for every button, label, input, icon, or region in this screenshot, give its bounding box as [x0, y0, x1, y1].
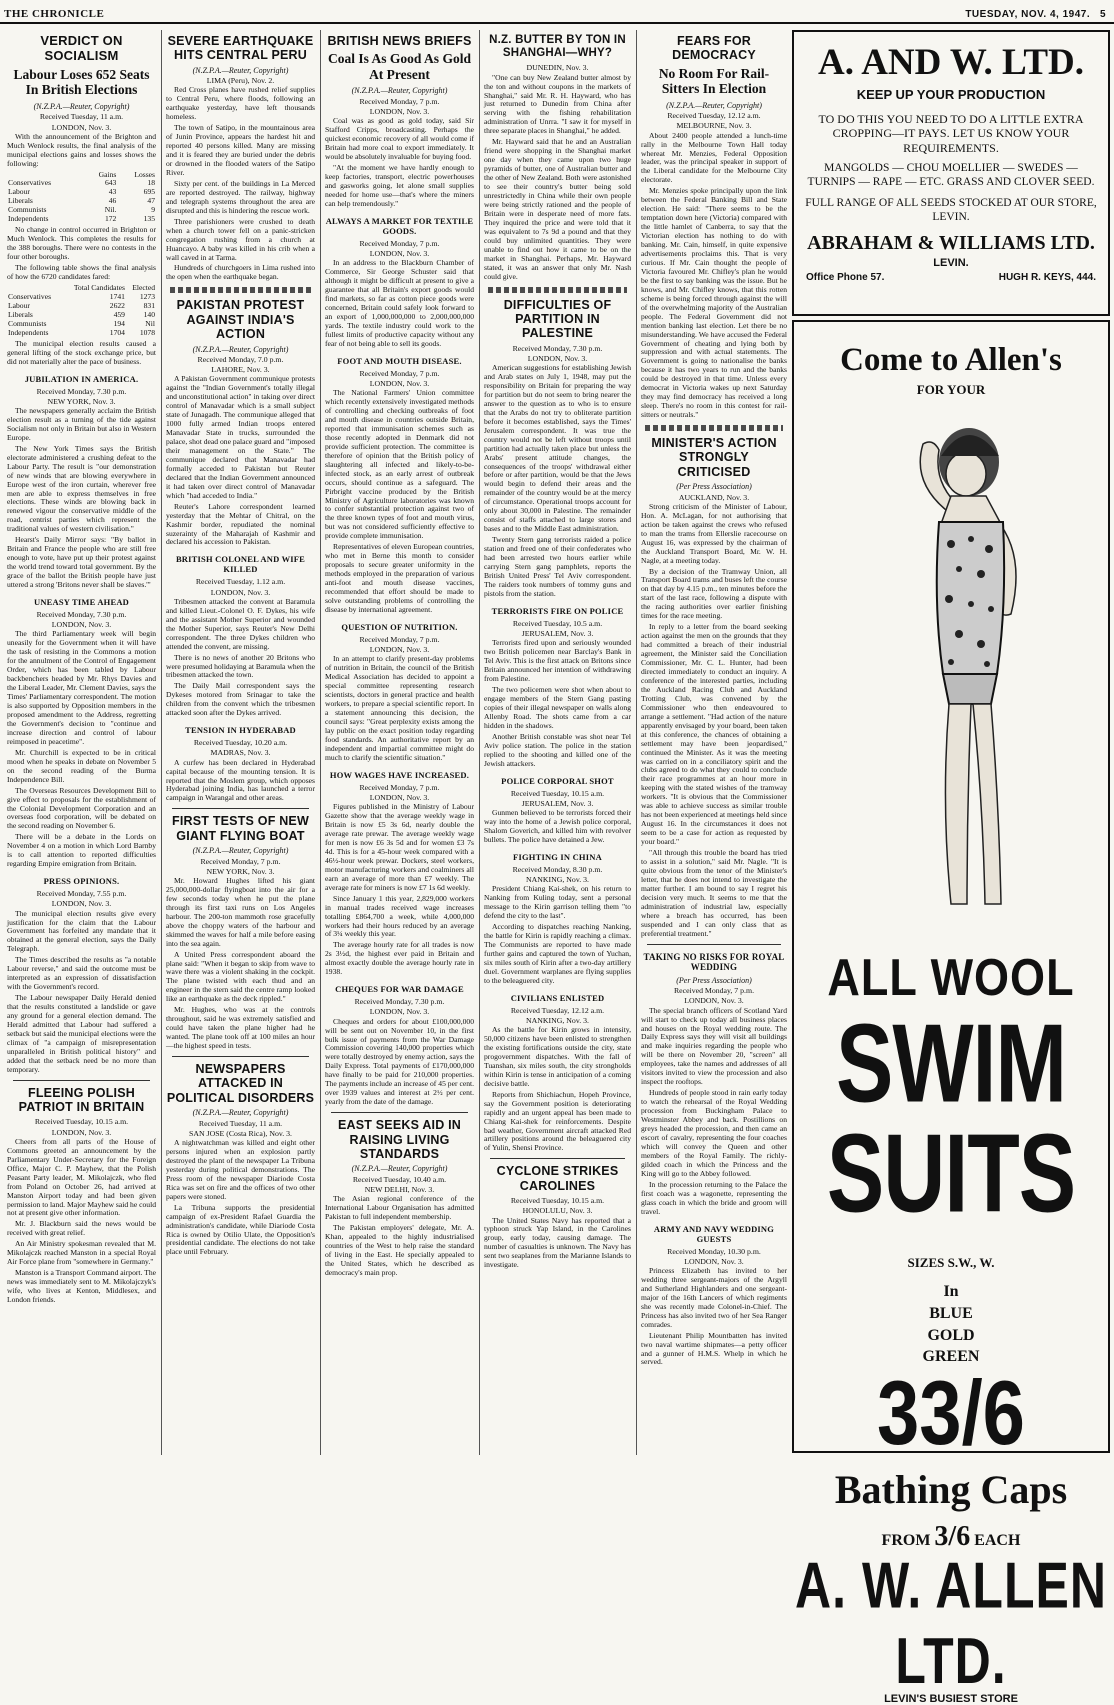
dateline: SAN JOSE (Costa Rica), Nov. 3.	[188, 1128, 292, 1138]
ornamental-divider	[488, 287, 627, 293]
headline-cyclone-carolines: CYCLONE STRIKES CAROLINES	[496, 1164, 619, 1193]
divider	[490, 1158, 625, 1159]
dateline: LONDON, Nov. 3.	[51, 1127, 112, 1137]
dateline: NANKING, Nov. 3.	[526, 874, 589, 884]
divider	[647, 944, 781, 945]
section-title: FOOT AND MOUTH DISEASE.	[337, 355, 462, 366]
dateline: LONDON, Nov. 3.	[369, 1007, 430, 1017]
dateline: LONDON, Nov. 3.	[51, 122, 112, 132]
credit: (N.Z.P.A.—Reuter, Copyright)	[351, 1164, 448, 1174]
headline-nz-butter: N.Z. BUTTER BY TON IN SHANGHAI—WHY?	[489, 34, 626, 60]
swimsuit-model-illustration	[801, 404, 1101, 924]
received-time: Received Monday, 7 p.m.	[359, 238, 440, 248]
paragraph: With the announcement of the Brighton and Much Wenlock results, the final analysis of the municipal elections gains and losses shows the following:	[7, 131, 156, 168]
ad-title: A. AND W. LTD.	[818, 42, 1084, 83]
subhead-labour-loses: Labour Loses 652 Seats In British Elections	[13, 66, 150, 98]
paragraph: A curfew has been declared in Hyderabad capital because of the mounting tension. It is reported that the Moslem group, which opposes Hyderabad joining India, has launched a terror campaign in Warangal and other areas.	[166, 757, 315, 803]
dateline: MADRAS, Nov. 3.	[210, 748, 271, 758]
column-rule	[479, 30, 480, 1455]
table-row: Liberals 46 47	[8, 196, 155, 206]
ad-title: Come to Allen's	[840, 342, 1062, 378]
column-1	[4, 30, 159, 1455]
paragraph: The Times described the results as "a notable Labour reverse," and said the outcome must be interpreted as an expression of dissatisfaction with the Government's record.	[7, 955, 156, 992]
received-time: Received Monday, 10.30 p.m.	[667, 1246, 761, 1256]
paragraph: "One can buy New Zealand butter almost by the ton and without coupons in the markets of Shanghai," said Mr. R. H. Hayward, who has just returned to Dunedin from China after serving with the fishing rehabilitation administration of Unrra. "I saw it for myself in three separate places in Shanghai," he added.	[484, 72, 631, 136]
headline-british-news-briefs: BRITISH NEWS BRIEFS	[327, 34, 472, 48]
ad-slogan: KEEP UP YOUR PRODUCTION	[856, 87, 1046, 102]
paragraph: The municipal election results give every justification for the claim that the Labour Government has forfeited any mandate that it obtained at the general election, says the Daily Telegraph.	[7, 908, 156, 954]
paragraph: Strong criticism of the Minister of Labour, Hon. A. McLagan, for not authorising that action be taken against the crews who refused to man the trams from Ellerslie racecourse on August 16, was expressed by the chairman of the Auckland Transport Board, Mr. W. H. Nagle, at a meeting today.	[641, 501, 787, 565]
headline-ministers-action: MINISTER'S ACTION STRONGLY CRITICISED	[651, 436, 777, 479]
dateline: LONDON, Nov. 3.	[684, 996, 744, 1006]
column-rule	[161, 30, 162, 1455]
paragraph: By a decision of the Tramway Union, all Transport Board trams and buses left the course on that day by 4.15 p.m., ten minutes before the start of the last race, following a dispute with the racing authorities over earlier finishing times for the race meeting.	[641, 566, 787, 621]
section-title: TENSION IN HYDERABAD	[185, 725, 296, 736]
paragraph: No change in control occurred in Brighton or Much Wenlock. This completes the results for the 388 boroughs. There were no contests in the four other boroughs.	[7, 225, 156, 262]
column-4	[481, 30, 634, 1455]
paragraph: A Pakistan Government communique protests against the "Indian Government's totally illegal and unconstitutional action" in taking over direct control of Manavadar which is a small subject state of Junagadh. The communique alleged that 1000 fully armed Indian troops entered Manavadar State in trucks, surrounded the palace, shot dead one palace guard and "imposed their management on the State." The communique declared that Manavadar had formally acceded to Pakistan but Reuter declared that the Indian Government announced it had taken over direct control of Manavadar which "had acceded to India."	[166, 374, 316, 500]
paragraph: Mr. J. Blackburn said the news would be received with great relief.	[7, 1219, 156, 1238]
paragraph: The Pakistan employers' delegate, Mr. A. Khan, appealed to the highly industrialised countries of the West to help raise the standard of living in the East. He specially appealed to the United States, which he described as democracy's main prop.	[325, 1222, 474, 1277]
ad-suits: SUITS	[826, 1111, 1076, 1236]
received-time: Received Monday, 7.30 p.m.	[36, 386, 127, 396]
paragraph: The average hourly rate for all trades is now 2s 3½d, the highest ever paid in Britain and almost exactly double the average hourly rate in 1938.	[325, 940, 474, 977]
credit: (N.Z.P.A.—Reuter, Copyright)	[192, 846, 289, 856]
dateline: LONDON, Nov. 3.	[369, 645, 430, 655]
received-time: Received Tuesday, 10.40 a.m.	[352, 1174, 447, 1184]
received-time: Received Tuesday, 10.20 a.m.	[193, 738, 288, 748]
credit: (Per Press Association)	[676, 975, 752, 985]
paragraph: There will be a debate in the Lords on November 4 on a motion in which Lord Barnby is to call attention to reported difficulties regarding Empire emigration from Britain.	[7, 832, 156, 869]
table-row: Communists Nil. 9	[8, 205, 155, 215]
paragraph: Mr. Howard Hughes lifted his giant 25,000,000-dollar flyingboat into the air for a few seconds today when he put the plane through its first taxi runs on Los Angeles harbour. The 200-ton mammoth rose gracefully above the choppy waters of the harbour and skimmed the waves for half a mile before easing into the sea again.	[166, 875, 315, 948]
ad-cap-price: FROM 3/6 EACH	[881, 1520, 1021, 1552]
ad-tagline: LEVIN'S BUSIEST STORE	[884, 1692, 1018, 1705]
headline-fleeing-polish-patriot: FLEEING POLISH PATRIOT IN BRITAIN	[18, 1085, 145, 1115]
paragraph: The special branch officers of Scotland Yard will start to check up today all business places and houses on the Royal wedding route. The Daily Express says they will visit all buildings and make inquiries regarding the people who will be there on November 20, "screen" all employees, take the names and addresses of all visitors invited to view the procession and also inspect the rooftops.	[641, 1005, 787, 1087]
received-time: Received Tuesday, 11 a.m.	[198, 1118, 283, 1128]
paragraph: Cheques and orders for about £100,000,000 will be sent out on November 10, in the first bulk issue of payments from the War Damage Commission covering 140,000 properties which were totally destroyed by enemy action, says the Daily Express. Total payments of £170,000,000 have finally to be paid for 210,000 properties. The payments include an increase of 45 per cent. over 1939 values and interest at 2½ per cent. yearly from the date of the damage.	[325, 1016, 474, 1107]
received-time: Received Monday, 7.30 p.m.	[354, 997, 445, 1007]
headline-verdict-on-socialism: VERDICT ON SOCIALISM	[40, 33, 123, 63]
ad-body: TO DO THIS YOU NEED TO DO A LITTLE EXTRA CROPPING—IT PAYS. LET US KNOW YOUR REQUIREMENTS.	[818, 112, 1084, 155]
ad-range: FULL RANGE OF ALL SEEDS STOCKED AT OUR STORE, LEVIN.	[805, 196, 1097, 223]
column-2	[163, 30, 318, 1455]
paragraph: Representatives of eleven European countries, who met in Berne this month to consider proposals to secure greater uniformity in the methods employed in the preparation of various anti-foot and mouth disease vaccines, recommended that effort should be made to solve outstanding problems of controlling the disease by international agreement.	[325, 542, 474, 614]
paragraph: Red Cross planes have rushed relief supplies to Central Peru, where floods, following an earthquake yesterday, have left thousands homeless.	[166, 85, 315, 122]
dateline: NEW YORK, Nov. 3.	[47, 396, 116, 406]
section-title: HOW WAGES HAVE INCREASED.	[329, 769, 470, 780]
received-time: Received Tuesday, 1.12 a.m.	[195, 577, 286, 587]
paragraph: The Asian regional conference of the International Labour Organisation has admitted Pakistan to full independent membership.	[325, 1194, 474, 1221]
paragraph: The following table shows the final analysis of how the 6720 candidates fared:	[7, 263, 156, 282]
paragraph: Since January 1 this year, 2,829,000 workers in manual trades received wage increases totalling £864,700 a week, while 4,000,000 workers had their hours reduced by an average of 3¼ weekly this year.	[325, 893, 474, 939]
paragraph: Twenty Stern gang terrorists raided a police station and freed one of their confederates who had been arrested two hours earlier while carrying Stern gang pamphlets, reports the British United Press' Tel Aviv correspondent. The raiders took numbers of tommy guns and pistols from the station.	[484, 535, 631, 598]
table-row: Conservatives 1741 1273	[8, 291, 155, 301]
table-row: Independents 172 135	[8, 214, 155, 224]
paragraph: A United Press correspondent aboard the plane said: "When it began to skip from wave to wave there was a violent shaking in the cockpit. The plane twisted with each thud and an engineer in the stern said the centre ramp looked like an earthquake as the deck rippled."	[166, 949, 315, 1004]
ad-price: 33/6	[877, 1362, 1025, 1465]
paragraph: The newspapers generally acclaim the British election result as a turning of the tide against Socialism not only in Britain but also in Western Europe.	[7, 405, 156, 442]
section-title: FIGHTING IN CHINA	[513, 851, 602, 862]
section-title: TERRORISTS FIRE ON POLICE	[491, 605, 624, 616]
section-title: CIVILIANS ENLISTED	[510, 992, 605, 1003]
credit: (N.Z.P.A.—Reuter, Copyright)	[351, 86, 448, 96]
column-3	[322, 30, 477, 1455]
dateline: NEW DELHI, Nov. 3.	[364, 1184, 435, 1194]
dateline: LIMA (Peru), Nov. 2.	[206, 76, 275, 86]
headline-partition-palestine: DIFFICULTIES OF PARTITION IN PALESTINE	[503, 297, 612, 341]
credit: (N.Z.P.A.—Reuter, Copyright)	[666, 100, 762, 110]
paragraph: The town of Satipo, in the mountainous area of Junin Province, appears the hardest hit and reported 40 persons killed. Many are missing and it is feared they are buried under the debris or drowned in the flooded waters of the Satipo River.	[166, 123, 315, 177]
section-title: QUESTION OF NUTRITION.	[341, 621, 458, 632]
credit: (N.Z.P.A.—Reuter, Copyright)	[192, 344, 289, 354]
section-title: ARMY AND NAVY WEDDING GUESTS	[653, 1223, 775, 1244]
paragraph: There is no news of another 20 Britons who were presumed holidaying at Baramula when the tribesmen attacked the town.	[166, 652, 315, 680]
paragraph: In an address to the Blackburn Chamber of Commerce, Sir George Schuster said that although it might be difficult at present to give a guarantee that all Britain's export goods would find markets, so far as cotton piece goods were concerned, Britain could safely look forward to an export of 1,000,000,000 to 2,000,000,000 yards. The textile industry could work to the fullest limits of productive capacity without any fear of not being able to sell its goods.	[325, 258, 474, 348]
ad-store-name: A. W. ALLEN LTD.	[795, 1548, 1107, 1697]
ad-colours	[794, 1281, 1108, 1367]
dateline: MELBOURNE, Nov. 3.	[676, 121, 752, 131]
paragraph: Three parishioners were crushed to death when a church tower fell on a panic-stricken congregation rushing from a church at Huancayo. A baby was killed in his crib when a wall caved in at Tarma.	[166, 216, 315, 262]
paragraph: Coal was as good as gold today, said Sir Stafford Cripps, broadcasting. Perhaps the quickest economic recovery of all would come if Britain had more coal to export immediately. It would be absolutely invaluable for buying food.	[325, 116, 474, 162]
paragraph: The third Parliamentary week will begin uneasily for the Government when it will have the task of resisting in the Commons a motion for the annulment of the Control of Engagement Order, which has been tabled by Labour backbenchers headed by Mr. Rhys Davies and the Liberal Leader, Mr. Clement Davies, says the Times' Parliamentary correspondent. The motion is also supported by Opposition members in the proposed amendment to the Address, regretting the Government's decision to "continue and increase direction and control of labour reimposed in peacetime".	[7, 629, 156, 746]
table-row: Communists 194 Nil	[8, 318, 155, 328]
dateline: NANKING, Nov. 3.	[526, 1015, 589, 1025]
colour-gold: GOLD	[927, 1326, 975, 1344]
received-time: Received Monday, 7 p.m.	[359, 634, 440, 644]
paragraph: Mr. Churchill is expected to be in critical mood when he speaks in debate on November 5 on the second reading of the Burma Independence Bill.	[7, 747, 156, 784]
section-title: ALWAYS A MARKET FOR TEXTILE GOODS.	[325, 215, 474, 236]
credit: (Per Press Association)	[676, 482, 752, 492]
table-row: Independents 1704 1078	[8, 327, 155, 337]
paragraph: Mr. Hughes, who was at the controls throughout, said he was extremely satisfied and could have taken the plane higher had he wanted. The plane took off at 100 miles an hour—the highest speed in tests.	[166, 1005, 315, 1051]
paragraph: Reuter's Lahore correspondent learned yesterday that the Mehtar of Chitral, on the Kashmir border, repudiated the nominal suzerainty of the Maharajah of Kashmir and declared his accession to Pakistan.	[166, 501, 315, 547]
divider	[172, 1056, 309, 1057]
paragraph: According to dispatches reaching Nanking, the battle for Kirin is rapidly reaching a climax. The Communists are reported to have made further gains and captured the town of Yuchan, six miles south of Kirin after a two-day artillery duel. Government warplanes are flying supplies to the beleaguered city.	[484, 921, 631, 985]
column-rule	[636, 30, 637, 1455]
dateline: LONDON, Nov. 3.	[51, 620, 112, 630]
paragraph: Manston is a Transport Command airport. The news was immediately sent to M. Mikolajczyk's wife, who lives at Kenton, Middlesex, and London friends.	[7, 1268, 156, 1305]
ad-swim: SWIM	[835, 1001, 1067, 1127]
dateline: LONDON, Nov. 3.	[369, 107, 430, 117]
column-5	[638, 30, 790, 1455]
subhead-coal-gold: Coal Is As Good As Gold At Present	[328, 51, 471, 82]
paragraph: Reports from Shichiachun, Hopeh Province, say the Government position is deteriorating rapidly and an urgent appeal has been made to Chiang Kai-shek for reinforcements. Despite bad weather, Government aircraft attacked Red artillery positions around the beleaguered city of Yulin, Shensi Province.	[484, 1089, 631, 1153]
dateline: DUNEDIN, Nov. 3.	[526, 63, 589, 73]
headline-royal-wedding: TAKING NO RISKS FOR ROYAL WEDDING	[643, 951, 785, 973]
paragraph: Mr. Hayward said that he and an Australian friend were shopping in the Shanghai market one day when they came upon two huge pyramids of butter, one of Australian butter and the other of New Zealand. Both were astonished to see their country's butter being sold unrestrictedly in China while their own people were being strictly rationed and the people of Britain were in desperate need of more fats. They inquired the price and were told that it was equivalent to 7s 9d a pound and that they could buy unlimited quantities. They were unable to find out how it came to be on the market in Shanghai. Perhaps, Mr. Hayward stated, it was an answer that only Mr. Nash could give.	[484, 137, 631, 281]
table-row: Conservatives 643 18	[8, 178, 155, 188]
ad-bathing-caps: Bathing Caps	[834, 1466, 1068, 1512]
headline-newspapers-attacked: NEWSPAPERS ATTACKED IN POLITICAL DISORDERS	[166, 1062, 315, 1105]
page-number: 5	[1099, 9, 1106, 20]
subhead-rail-sitters: No Room For Rail-Sitters In Election	[658, 65, 770, 97]
ad-town: LEVIN.	[933, 257, 969, 270]
seed-advertisement	[792, 30, 1110, 316]
divider	[13, 1080, 150, 1081]
dateline: LONDON, Nov. 3.	[369, 248, 430, 258]
paragraph: In the procession returning to the Palace the first coach was a wagonette, representing the glass coach in which the bride and groom will travel.	[641, 1179, 787, 1216]
credit: (N.Z.P.A.—Reuter, Copyright)	[33, 101, 130, 111]
received-time: Received Tuesday, 10.15 a.m.	[34, 1117, 129, 1127]
paragraph: The Labour newspaper Daily Herald denied that the results constituted a landslide or gave any ground for a general election demand. The Herald admitted that Labour had suffered a setback but said the municipal elections were the climax of "a campaign of misrepresentation unparalleled in British political history" and added that the setback need be no more than temporary.	[7, 993, 156, 1074]
ad-in: In	[943, 1283, 959, 1301]
paper-name: THE CHRONICLE	[4, 8, 105, 20]
section-title: CHEQUES FOR WAR DAMAGE	[335, 984, 464, 995]
paragraph: Sixty per cent. of the buildings in La Merced are reported destroyed. The railway, highway and telegraph systems throughout the area are disrupted and this is hindering the rescue work.	[166, 178, 315, 215]
received-time: Received Monday, 7.30 p.m.	[512, 343, 603, 353]
dateline: JERUSALEM, Nov. 3.	[521, 629, 594, 639]
section-title: BRITISH COLONEL AND WIFE KILLED	[175, 554, 306, 575]
paragraph: "All through this trouble the board has tried to assist in a solution," said Mr. Nagle. "It is quite obvious from the tenor of the Minister's letter, that he does not intend to investigate the matter further. I am bound to say I regret his decision very much. It seems to me that the administration of industrial law, especially where a breach has occurred, has been suspended and I can only class that as preferential treatment."	[641, 848, 787, 938]
dateline: NEW YORK, Nov. 3.	[206, 866, 275, 876]
dateline: LAHORE, Nov. 3.	[211, 365, 270, 375]
swimsuit-advertisement	[792, 320, 1110, 1705]
paragraph: Hundreds of people stood in rain early today to watch the rehearsal of the Royal Wedding procession from Buckingham Palace to Westminster Abbey and back. Postillions on greys headed the procession, and then came an escort of cavalry, representing the four coaches which will convey the Queen and other members of the Royal Family. The richly-gilded coach in which the Princess and the King will go to the Abbey followed.	[641, 1088, 787, 1178]
section-title: UNEASY TIME AHEAD	[33, 597, 130, 607]
paragraph: In an attempt to clarify present-day problems of nutrition in Britain, the council of the British Medical Association has decided to appoint a special committee representing research scientists, doctors in general practice and health workers, to prepare a special scientific report. In a statement announcing this decision, the council says: "Great perplexity exists among the lay public on the exact position today regarding food standards. An authoritative report by an independent and impartial committee might do much to clarify the scientific situation."	[325, 654, 474, 762]
received-time: Received Tuesday, 10.5 a.m.	[512, 618, 603, 628]
paragraph: An Air Ministry spokesman revealed that M. Mikolajczk reached Manston in a special Royal Air Force plane from "somewhere in Germany."	[7, 1239, 156, 1267]
received-time: Received Monday, 7 p.m.	[359, 782, 440, 792]
received-time: Received Tuesday, 10.15 a.m.	[510, 1196, 605, 1206]
headline-flying-boat: FIRST TESTS OF NEW GIANT FLYING BOAT	[172, 814, 309, 843]
dateline: LONDON, Nov. 3.	[51, 899, 112, 909]
received-time: Received Tuesday, 10.15 a.m.	[510, 788, 605, 798]
table-row: Liberals 459 140	[8, 309, 155, 319]
received-time: Received Monday, 7 p.m.	[673, 986, 755, 996]
paragraph: In reply to a letter from the board seeking action against the men on the grounds that they had committed a breach of their industrial agreement, the Minister said the Conciliation Commissioner, Mr. C. L. Hunter, had been directed immediately to conduct an inquiry. A conference of the interested parties, including the Auckland Racing Club and Auckland Trotting Club, was convened by the Commissioner who then endeavoured to arrange a settlement. "Had action of the nature apparently envisaged by your board, been taken at this conference, the chances of obtaining a settlement may have been jeopardised," continued the Minister. As it was the meeting was carried on in a conciliatory spirit and the clubs agreed to do what they could to conclude their race programmes at an hour more in keeping with the stated wishes of the tramway workers. "It is obvious that the Commissioner was able to achieve success as similar trouble has not been experienced at meetings held since August 16. In the circumstances it does not seem to be a case for action as requested by your board."	[641, 622, 787, 847]
dateline: LONDON, Nov. 3.	[684, 1256, 744, 1266]
dateline: LONDON, Nov. 3.	[527, 353, 588, 363]
dateline: LONDON, Nov. 3.	[369, 792, 430, 802]
ad-footer	[802, 272, 1100, 283]
credit: (N.Z.P.A.—Reuter, Copyright)	[192, 1108, 289, 1118]
candidates-table: Total Candidates Elected Conservatives 1741 1273 Labour 2622 831 Liberals 459 140 Communists 194 Nil Independents 1704 1078	[8, 282, 155, 337]
paragraph: President Chiang Kai-shek, on his return to Nanking from Kuling today, sent a personal message to the Kirin garrison telling them "to defend the city to the last".	[484, 884, 631, 921]
paragraph: Lieutenant Philip Mountbatten has invited two naval wartime shipmates—a petty officer and a gunner of H.M.S. Whelp in which he served.	[641, 1330, 787, 1367]
masthead	[0, 0, 1114, 24]
paragraph: "At the moment we have hardly enough to keep factories, transport, electric powerhouses and gasworks going, let alone small supplies needed for home use—that's where the miners can help tremendously."	[325, 162, 474, 208]
paragraph: A nightwatchman was killed and eight other persons injured when an explosion partly destroyed the plant of the newspaper La Tribuna yesterday during political demonstrations. The Press room of the newspaper Diariode Costa Rica was set on fire and the offices of two other papers were stoned.	[166, 1138, 315, 1201]
headline-pakistan-protest: PAKISTAN PROTEST AGAINST INDIA'S ACTION	[176, 298, 305, 342]
table-row: Labour 2622 831	[8, 300, 155, 310]
paragraph: La Tribuna supports the presidential campaign of ex-President Rafael Guardia the administration's candidate, while Diariode Costa Rica is owned by Otilio Ulate, the Opposition's presidential candidate. The elections do not take place until February.	[166, 1202, 315, 1257]
paragraph: As the battle for Kirin grows in intensity, 50,000 citizens have been enlisted to strengthen the existing fortifications outside the city, state progovernment dispatches. With the fall of Tuanshan, six miles south, the city strongholds within Kirin is tense in anticipation of a coming decisive battle.	[484, 1025, 631, 1088]
paragraph: The municipal election results caused a general lifting of the stock exchange price, but did not materially alter the pace of business.	[7, 338, 156, 366]
received-time: Received Monday, 7 p.m.	[359, 368, 440, 378]
ornamental-divider	[170, 287, 311, 293]
headline-earthquake-peru: SEVERE EARTHQUAKE HITS CENTRAL PERU	[167, 34, 314, 63]
table-row: Labour 43 695	[8, 187, 155, 197]
paragraph: Hundreds of churchgoers in Lima rushed into the open when the earthquake began.	[166, 263, 315, 282]
received-time: Received Tuesday, 12.12 a.m.	[510, 1005, 605, 1015]
colour-green: GREEN	[922, 1348, 980, 1366]
received-time: Received Monday, 7 p.m.	[359, 96, 440, 106]
divider	[172, 808, 309, 809]
dateline: LONDON, Nov. 3.	[369, 378, 430, 388]
issue-date: TUESDAY, NOV. 4, 1947. 5	[965, 9, 1106, 20]
paragraph: The Daily Mail correspondent says the Dykeses motored from Srinagar to take the children from the convent which the tribesmen attacked soon after the Dykes arrived.	[166, 681, 315, 718]
received-time: Received Tuesday, 12.12 a.m.	[667, 111, 761, 121]
dateline: HONOLULU, Nov. 3.	[522, 1206, 593, 1216]
paragraph: The National Farmers' Union committee which recently extensively investigated methods of controlling and checking outbreaks of foot and mouth disease in countries outside Britain, reported that immunisation schemes such as those recently adopted in Denmark did not provide sufficient protection. The committee is therefore of opinion that the British policy of slaughtering all infected and likely-to-be-infected stock, as an early arrest of outbreak occurs, should continue as a safeguard. The Pirbright vaccine produced by the British Ministry of Agriculture laboratories was known to confer substantial protection against two of the three known types of foot and mouth virus, but was not considered sufficiently effective to provide complete immunisation.	[325, 388, 474, 541]
paragraph: The Overseas Resources Development Bill to give effect to proposals for the establishment of the Colonial Development Corporation and an overseas food corporation, will be debated on the second reading on November 6.	[7, 785, 156, 831]
paragraph: Princess Elizabeth has invited to her wedding three sergeant-majors of the Argyll and Sutherland Highlanders and one sergeant-major of the 16th Lancers of which regiments she was recently made Colonel-in-Chief. The Princess has also invited two of her Sea Ranger comrades.	[641, 1265, 787, 1329]
paragraph: Another British constable was shot near Tel Aviv police station. The police in the station replied to the shooting and killed one of the Jewish attackers.	[484, 731, 631, 768]
section-title: POLICE CORPORAL SHOT	[501, 775, 614, 786]
dateline: AUCKLAND, Nov. 3.	[678, 492, 750, 502]
ad-contact: HUGH R. KEYS, 444.	[998, 272, 1096, 284]
ad-sizes: SIZES S.W., W.	[907, 1255, 995, 1271]
section-title: JUBILATION IN AMERICA.	[24, 373, 139, 384]
received-time: Received Monday, 8.30 p.m.	[512, 864, 603, 874]
headline-east-seeks-aid: EAST SEEKS AID IN RAISING LIVING STANDARDS	[337, 1118, 462, 1161]
gains-losses-table: Gains Losses Conservatives 643 18 Labour 43 695 Liberals 46 47 Communists Nil. 9 Independents 172 135	[8, 169, 155, 224]
model-figure-icon	[801, 404, 1101, 924]
ad-seed-list: MANGOLDS — CHOU MOELLIER — SWEDES — TURNIPS — RAPE — ETC. GRASS AND CLOVER SEED.	[807, 162, 1095, 188]
paragraph: The New York Times says the British electorate administered a crushing defeat to the Labour Party. The result is "our demonstration of new winds that are blowing everywhere in Europe west of the iron curtain, wherever free men are able to express themselves in free elections. These winds are blowing back in renewed vigour the conservative middle of the road, centrist parties which represent the traditional values of western civilisation."	[7, 443, 156, 534]
ad-phone: Office Phone 57.	[806, 272, 885, 284]
dateline: LONDON, Nov. 3.	[210, 587, 271, 597]
paragraph: Cheers from all parts of the House of Commons greeted an announcement by the Parliamentary Under-Secretary for the Foreign Office, Major C. P. Mayhew, that the Polish Peasant Party leader, M. Mikolajczk, who fled from Poland on October 26, had arrived at Manston Airport today and had been given permission to land. Major Mayhew said he could not at present give other information.	[7, 1136, 156, 1218]
paragraph: American suggestions for establishing Jewish and Arab states on July 1, 1948, may put the responsibility on Britain for preparing the way for partition but do not seem to bring nearer the answer to the question as to who is to ensure that the Arabs do not try to obliterate partition before it becomes established, says the Times' Jerusalem correspondent. It was true the country would not be left without troops until partition had actually taken place but unless the Arabs' present attitude changes, the consequences of the troops' withdrawal either before or after partition, would be that the Jews would begin to defend their areas and the remainder of the country would be at the mercy of circumstance. Operational troops account for only about 30,000 in Palestine. The remainder consist of staffs attached to large stores and bases and to the Middle East administration.	[484, 363, 631, 534]
ad-all-wool: ALL WOOL	[827, 948, 1075, 1007]
paragraph: Terrorists fired upon and seriously wounded two British policemen near Barclay's Bank in Tel Aviv. This is the first attack on Britons since Britain announced her intention of withdrawing from Palestine.	[484, 638, 631, 684]
headline-fears-for-democracy: FEARS FOR DEMOCRACY	[672, 34, 756, 63]
ad-firm-name: ABRAHAM & WILLIAMS LTD.	[807, 232, 1095, 255]
column-rule	[320, 30, 321, 1455]
received-time: Received Monday, 7.0 p.m.	[197, 354, 284, 364]
credit: (N.Z.P.A.—Reuter, Copyright)	[192, 65, 289, 75]
dateline: JERUSALEM, Nov. 3.	[521, 798, 594, 808]
colour-blue: BLUE	[929, 1304, 973, 1322]
paragraph: Mr. Menzies spoke principally upon the link between the Federal Banking Bill and State election. He said: "There seems to be the temptation down here (Victoria) compared with the little hamlet of Canberra, to say that the Victorian election has nothing to do with banking. Mr. Cain, himself, in quite expensive advertisements proclaims this. That is very curious. If Mr. Cain thought the people of Victoria favoured Mr. Chifley's plan he would be the first to say banking was the issue. But he knows, and Mr. Chifley knows, that this rotten scheme is being forced through against the will of the overwhelming majority of the Australian people. The Federal Government did not mention banking last election. Let there be no misunderstanding. We have accused the Federal Government of cheating and lying both by suppression and with actual statements. The Government is going to nationalise the banks because it has two years to run and the banks could be destroyed in that time. Unless every democrat in Victoria wakes up next Saturday they may find democracy has received a long sleep. There's no room in this contest for rail-sitters or neutrals."	[641, 186, 787, 420]
paragraph: Tribesmen attacked the convent at Baramula and killed Lieut.-Colonel O. F. Dykes, his wife and the assistant Mother Superior and wounded the Mother Superior, says Reuter's New Delhi correspondent. The three Dykes children who attended the convent, are missing.	[166, 596, 315, 651]
paragraph: Hearst's Daily Mirror says: "By ballot in Britain and France the people who are still free enough to vote, have put up their protest against the world trend toward total government. By the grace of the ballot the British people have just uttered a strong 'Britons never shall be slaves.'"	[7, 535, 156, 590]
received-time: Received Monday, 7 p.m.	[200, 856, 281, 866]
ad-for: FOR YOUR	[916, 382, 986, 397]
received-time: Received Monday, 7.55 p.m.	[36, 889, 127, 899]
received-time: Received Tuesday, 11 a.m.	[39, 112, 124, 122]
paragraph: Figures published in the Ministry of Labour Gazette show that the average weekly wage in Britain is now £5 3s 6d, nearly double the average rate prewar. The average weekly wage for men is now £6 3s 5d and for women £3 7s 4d. This is for a 45-hour week compared with a 46½-hour week prewar. Dockers, steel workers, motor manufacturing workers and coalminers all earn an average of more than £7 weekly. The average rate for miners is now £7 1s 6d weekly.	[325, 802, 474, 892]
received-time: Received Monday, 7.30 p.m.	[36, 610, 127, 620]
divider	[331, 1112, 468, 1113]
paragraph: About 2400 people attended a lunch-time rally in the Melbourne Town Hall today whereat Mr. Menzies, Federal Opposition leader, was the principal speaker in support of the Liberal candidate for the Melbourne City electorate.	[641, 130, 787, 185]
section-title: PRESS OPINIONS.	[43, 876, 120, 887]
paragraph: Gunmen believed to be terrorists forced their way into the home of a Jewish police corporal, Shalom Goverich, and killed him with revolver bullets. The police have detained a Jew.	[484, 807, 631, 844]
paragraph: The United States Navy has reported that a typhoon struck Yap Island, in the Carolines group, early today, causing damage. The number of casualties is unknown. The Navy has sent two seaplanes from the Marianne Islands to investigate.	[484, 1215, 631, 1270]
ornamental-divider	[645, 425, 783, 431]
paragraph: The two policemen were shot when about to engage members of the Stern Gang pasting copies of their illegal newspaper on walls along Allenby Road. The shots came from a car hidden in the shadows.	[484, 684, 631, 730]
